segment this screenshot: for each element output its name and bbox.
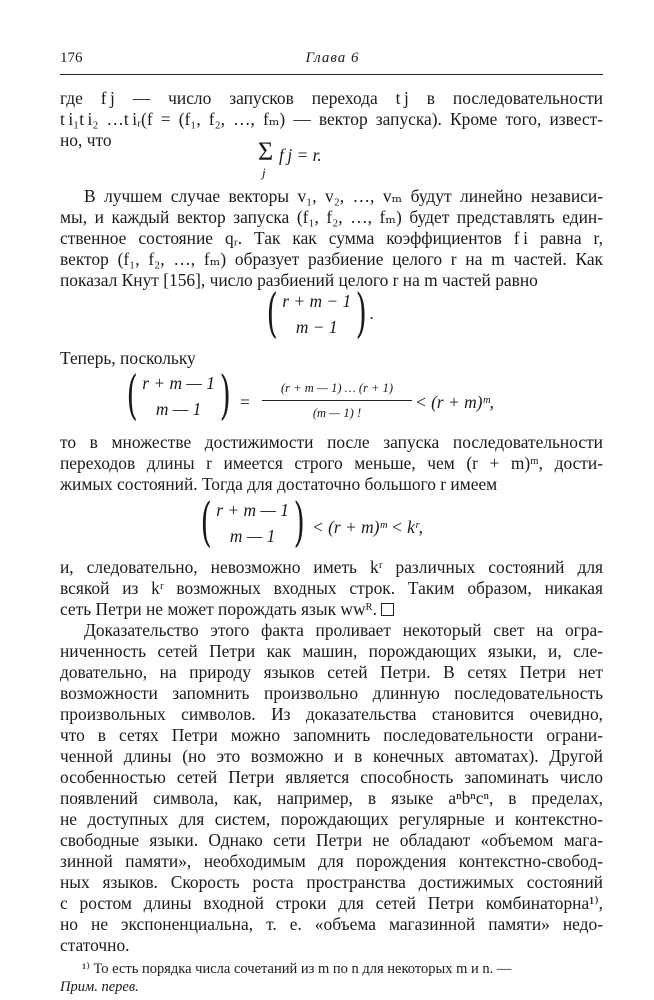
binom-bottom: m − 1 bbox=[295, 317, 338, 337]
text-line: ченной длины (но это возможно и в конечных автоматах). Другой bbox=[60, 746, 603, 766]
text-line: В лучшем случае векторы v₁, v₂, …, vₘ будут линейно независи- bbox=[84, 186, 603, 206]
text-line: с ростом длины входной строки для сетей Петри комбинаторна¹⁾, bbox=[60, 893, 603, 913]
binomial-2: ( r + m — 1 m — 1 ) bbox=[126, 366, 231, 426]
text-line: зинной памяти», необходимым для порождения контекстно-свобод- bbox=[60, 851, 603, 871]
fraction-numerator: (r + m — 1) … (r + 1) bbox=[280, 381, 393, 395]
text-line: возможности запомнить произвольно длинную последовательность bbox=[60, 683, 603, 703]
text-line: ных языков. Скорость роста пространства достижимых состояний bbox=[60, 872, 603, 892]
text-line: сеть Петри не может порождать язык wwᴿ. bbox=[60, 599, 603, 620]
fraction-denominator: (m — 1) ! bbox=[312, 406, 362, 420]
text-line: особенностью сетей Петри является способность запоминать число bbox=[60, 767, 603, 787]
sum-body: f j = r. bbox=[279, 145, 322, 165]
binom-top: r + m — 1 bbox=[216, 500, 289, 520]
binom-bottom: m — 1 bbox=[155, 399, 202, 419]
text-line: мы, и каждый вектор запуска (f₁, f₂, …, fₘ) будет представлять един- bbox=[60, 207, 603, 227]
binom-bottom: m — 1 bbox=[229, 526, 276, 546]
text-line: Доказательство этого факта проливает некоторый свет на огра- bbox=[84, 620, 603, 640]
text-line: ниченность сетей Петри как машин, порождающих языки, и, сле- bbox=[60, 641, 603, 661]
inequality-rhs: < (r + m)ᵐ, bbox=[415, 392, 495, 412]
text-line: свободные языки. Однако сети Петри не обладают «объемом мага- bbox=[60, 830, 603, 850]
text-line: вектор (f₁, f₂, …, fₘ) образует разбиение целого r на m частей. Как bbox=[60, 249, 603, 269]
text-line: довательно, на природу языков сетей Петри. В сетях Петри нет bbox=[60, 662, 603, 682]
text-line: показал Кнут [156], число разбиений целого r на m частей равно bbox=[60, 270, 538, 290]
binomial-3: ( r + m — 1 m — 1 ) bbox=[200, 493, 305, 553]
text-line: где f j — число запусков перехода t j в последовательности bbox=[60, 88, 603, 108]
sum-symbol: Σ bbox=[258, 137, 274, 166]
text-line: и, следовательно, невозможно иметь kʳ различных состояний для bbox=[60, 557, 603, 577]
text-line: появлений символа, как, например, в языке aⁿbⁿcⁿ, в пределах, bbox=[60, 788, 603, 808]
binom-top: r + m — 1 bbox=[142, 373, 215, 393]
qed-box-icon bbox=[381, 603, 394, 616]
text-line: переходов длины r имеется строго меньше, чем (r + m)ᵐ, дости- bbox=[60, 453, 603, 473]
text-line: что в сетях Петри можно запомнить последовательности ограни- bbox=[60, 725, 603, 745]
footnote-line: Прим. перев. bbox=[60, 979, 139, 995]
sum-index: j bbox=[262, 165, 266, 180]
text-line: всякой из kʳ возможных входных строк. Таким образом, никакая bbox=[60, 578, 603, 598]
page-number: 176 bbox=[60, 50, 83, 66]
text-line: t i₁t i₂ …t iᵣ(f = (f₁, f₂, …, fₘ) — вектор запуска). Кроме того, извест- bbox=[60, 109, 603, 129]
binomial-1: ( r + m − 1 m − 1 ) . bbox=[266, 284, 374, 344]
text-line: не доступных для систем, порождающих регулярные и контекстно- bbox=[60, 809, 603, 829]
text-line: жимых состояний. Тогда для достаточно большого r имеем bbox=[60, 474, 498, 494]
footnote-line: ¹⁾ То есть порядка числа сочетаний из m по n для некоторых m и n. — bbox=[82, 961, 512, 977]
text-line: но, что bbox=[60, 130, 112, 150]
page-header bbox=[60, 50, 605, 74]
header-rule bbox=[60, 74, 603, 75]
text-line: Теперь, поскольку bbox=[60, 348, 196, 368]
chapter-title: Глава 6 bbox=[305, 50, 360, 66]
inequality-rhs: < (r + m)ᵐ < kʳ, bbox=[312, 517, 424, 537]
text-line: произвольных символов. Из доказательства становится очевидно, bbox=[60, 704, 603, 724]
text-line: статочно. bbox=[60, 935, 130, 955]
equals-sign: = bbox=[240, 392, 250, 412]
text-line: но не экспоненциальна, т. е. «объема магазинной памяти» недо- bbox=[60, 914, 603, 934]
binom-top: r + m − 1 bbox=[282, 291, 352, 311]
fraction bbox=[262, 381, 412, 421]
text-line: то в множестве достижимости после запуска последовательности bbox=[60, 432, 603, 452]
text-line: ственное состояние qᵣ. Так как сумма коэффициентов f i равна r, bbox=[60, 228, 603, 248]
